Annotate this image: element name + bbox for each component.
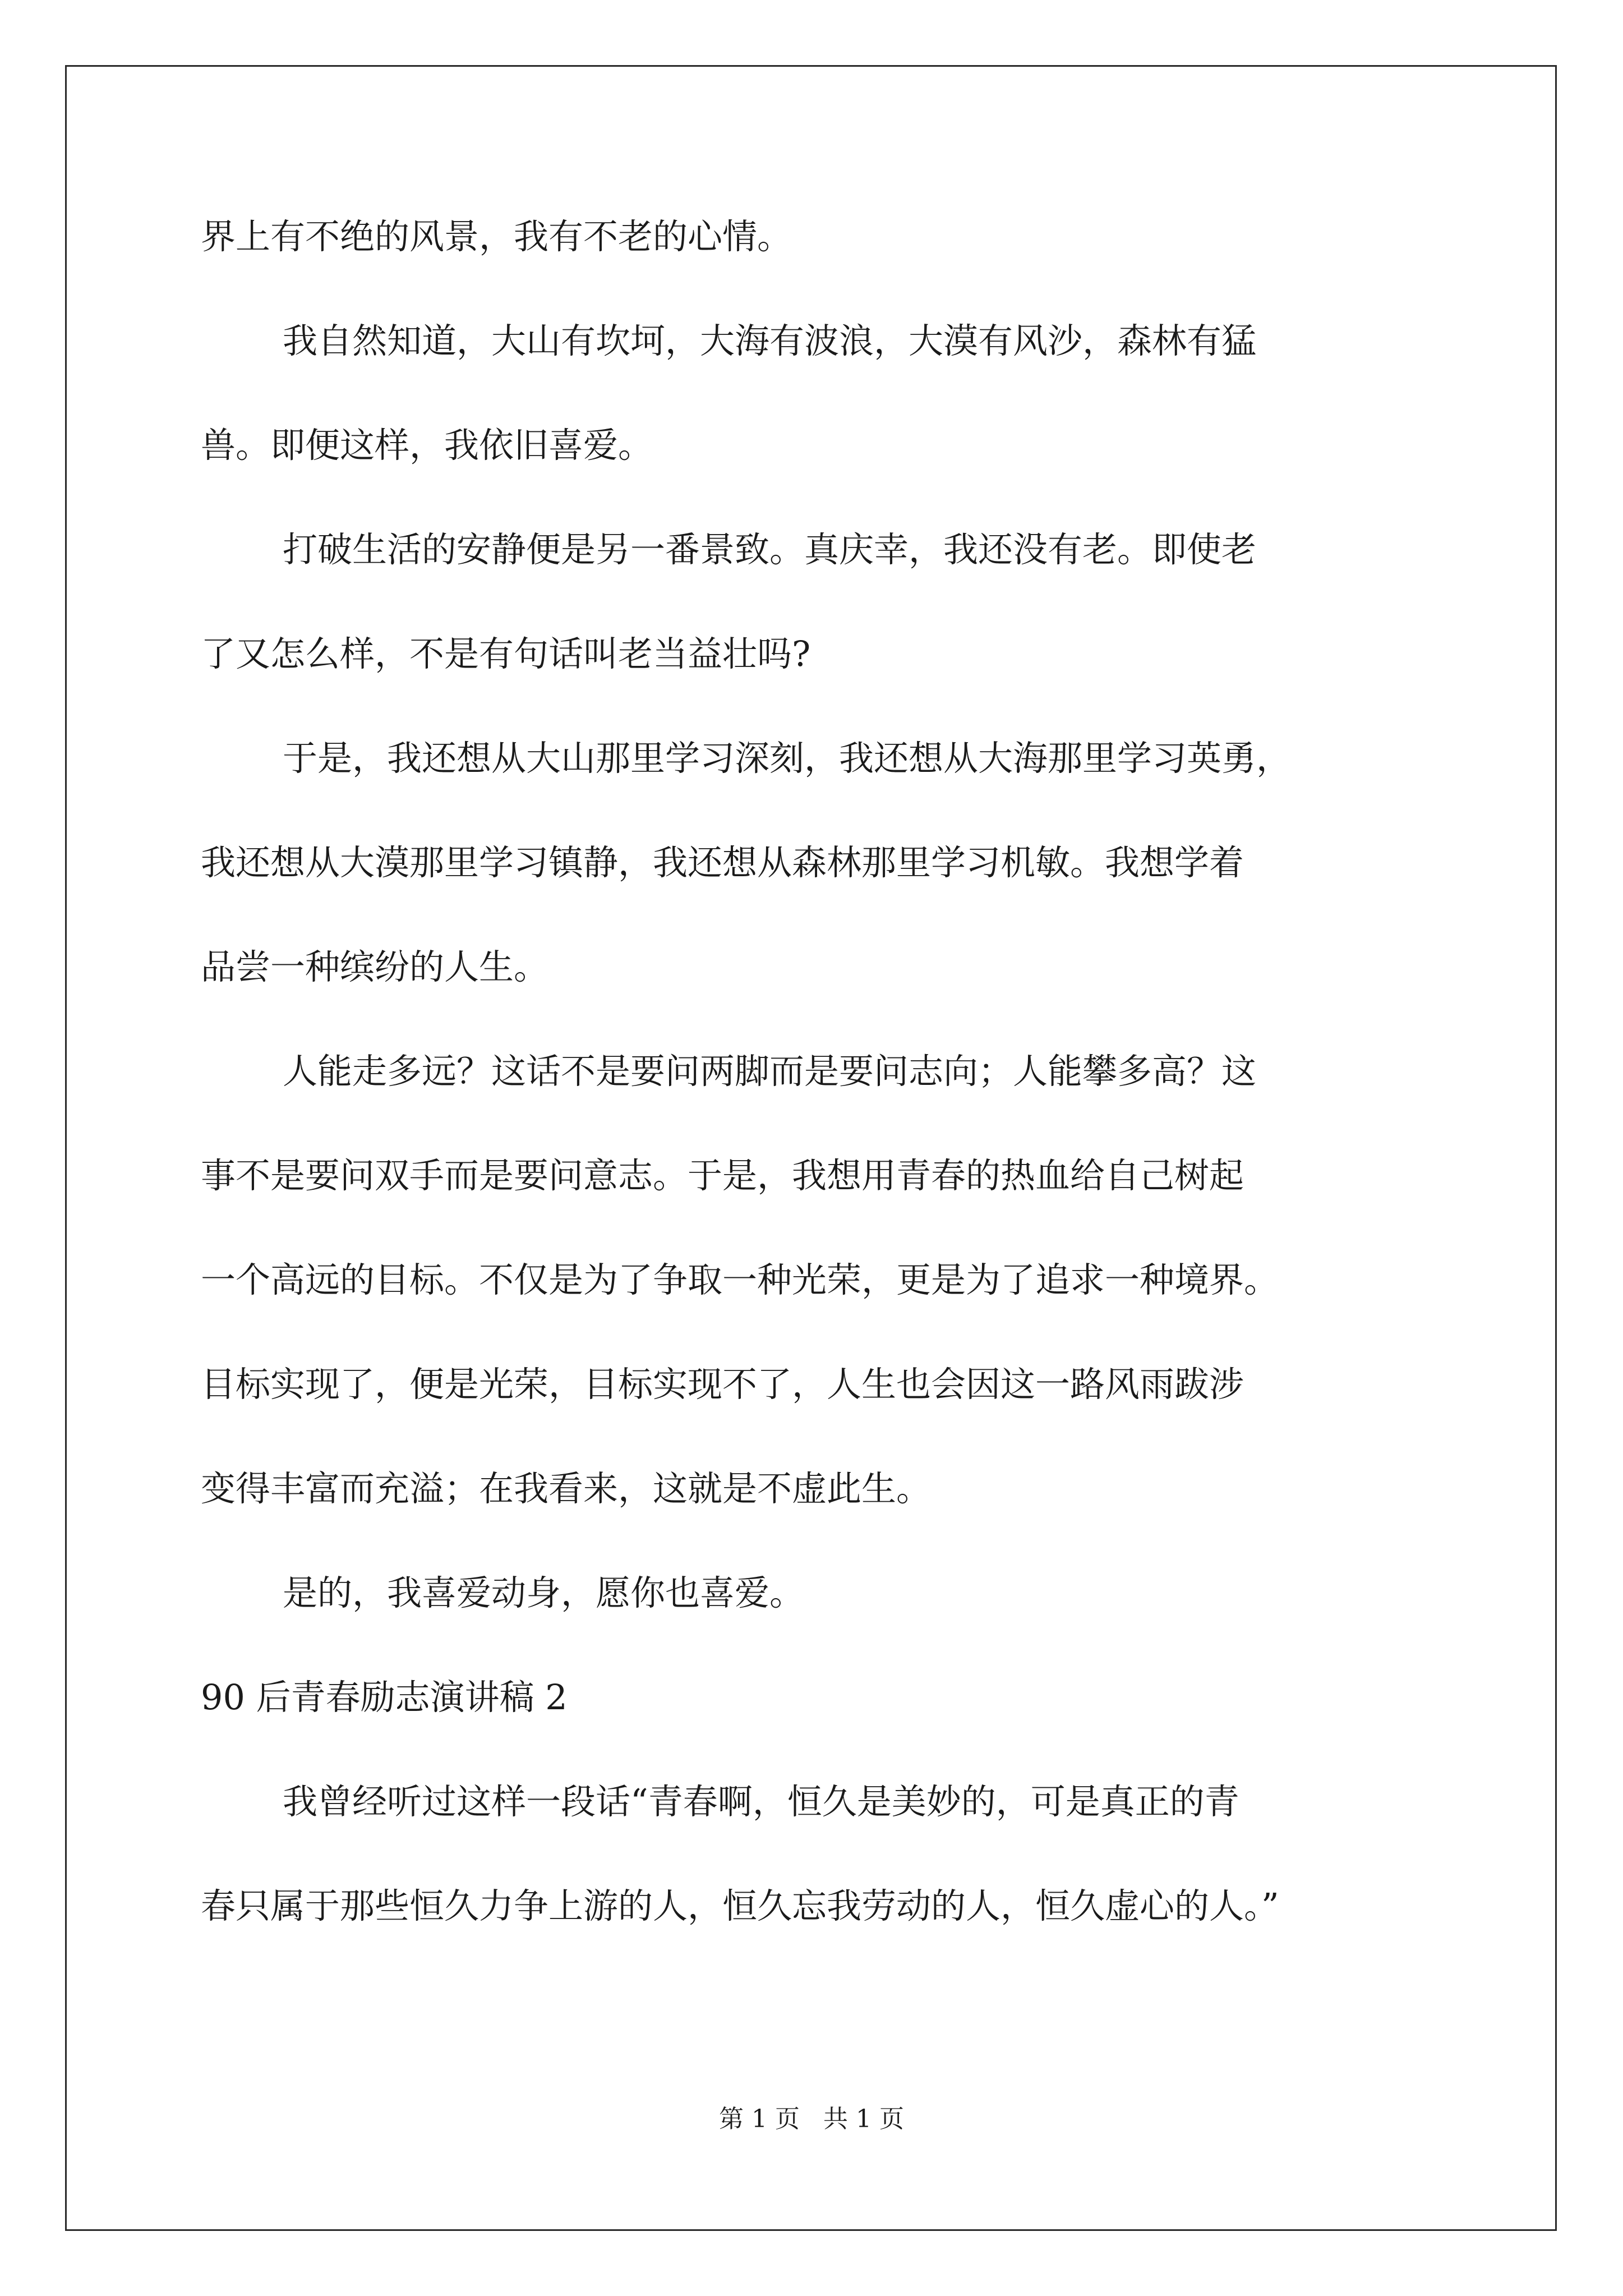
body-line: 春只属于那些恒久力争上游的人，恒久忘我劳动的人，恒久虚心的人。” bbox=[201, 1885, 1279, 1926]
paragraph-line: 我自然知道，大山有坎坷，大海有波浪，大漠有风沙，森林有猛 bbox=[283, 320, 1257, 361]
paragraph-line: 人能走多远？这话不是要问两脚而是要问志向；人能攀多高？这 bbox=[283, 1051, 1257, 1092]
body-line: 一个高远的目标。不仅是为了争取一种光荣，更是为了追求一种境界。 bbox=[201, 1259, 1279, 1300]
body-line: 界上有不绝的风景，我有不老的心情。 bbox=[201, 216, 792, 257]
paragraph-line: 是的，我喜爱动身，愿你也喜爱。 bbox=[283, 1572, 805, 1613]
body-line: 兽。即便这样，我依旧喜爱。 bbox=[201, 425, 653, 466]
section-heading: 90 后青春励志演讲稿 2 bbox=[201, 1677, 568, 1718]
body-line: 我还想从大漠那里学习镇静，我还想从森林那里学习机敏。我想学着 bbox=[201, 842, 1244, 883]
body-line: 变得丰富而充溢；在我看来，这就是不虚此生。 bbox=[201, 1468, 932, 1509]
paragraph-line: 于是，我还想从大山那里学习深刻，我还想从大海那里学习英勇， bbox=[283, 738, 1292, 779]
body-line: 品尝一种缤纷的人生。 bbox=[201, 946, 549, 987]
page-number-footer: 第 1 页 共 1 页 bbox=[719, 2105, 904, 2133]
paragraph-line: 我曾经听过这样一段话“青春啊，恒久是美妙的，可是真正的青 bbox=[283, 1781, 1239, 1822]
body-line: 事不是要问双手而是要问意志。于是，我想用青春的热血给自己树起 bbox=[201, 1155, 1244, 1196]
body-line: 了又怎么样，不是有句话叫老当益壮吗? bbox=[201, 633, 811, 674]
paragraph-line: 打破生活的安静便是另一番景致。真庆幸，我还没有老。即使老 bbox=[283, 529, 1257, 570]
body-line: 目标实现了，便是光荣，目标实现不了，人生也会因这一路风雨跋涉 bbox=[201, 1364, 1244, 1405]
